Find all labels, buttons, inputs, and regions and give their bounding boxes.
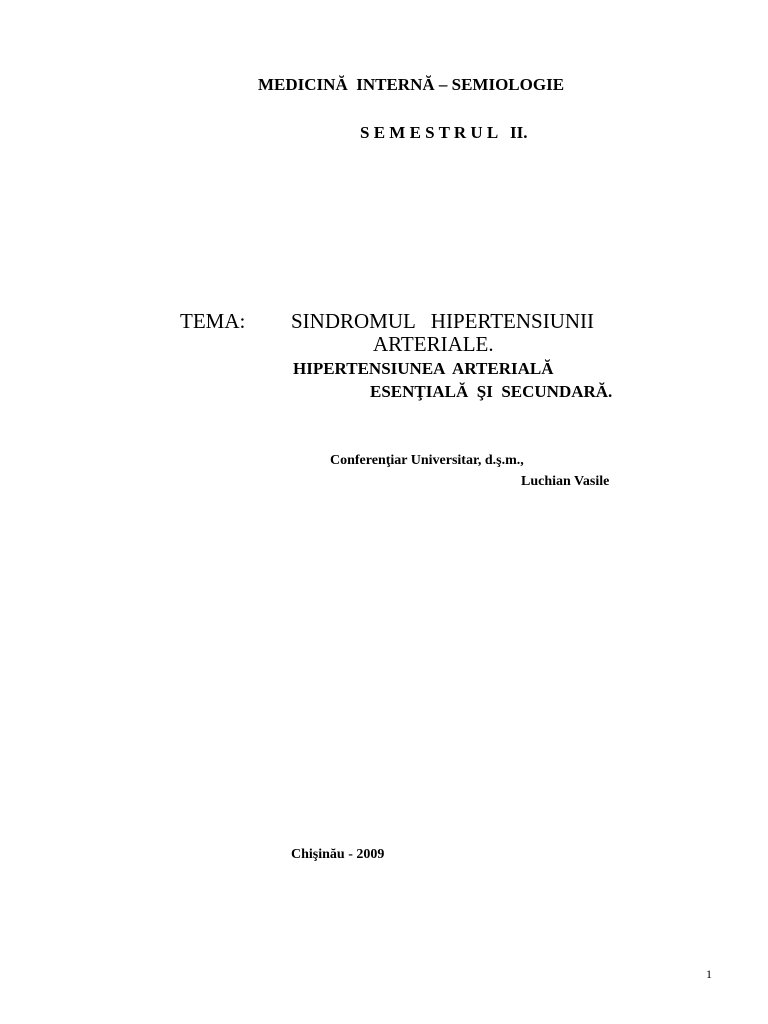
author-name: Luchian Vasile	[521, 474, 610, 489]
author-academic-title: Conferenţiar Universitar, d.ş.m.,	[330, 453, 524, 468]
place-and-year: Chişinău - 2009	[291, 847, 385, 862]
topic-title-line-1: SINDROMUL HIPERTENSIUNII	[291, 309, 595, 333]
topic-subtitle-line-1: HIPERTENSIUNEA ARTERIALĂ	[293, 359, 554, 378]
topic-label: TEMA:	[180, 309, 246, 333]
semester-heading: S E M E S T R U L II.	[360, 123, 528, 142]
topic-title-line-2: ARTERIALE.	[373, 332, 494, 356]
topic-subtitle-line-2: ESENŢIALĂ ŞI SECUNDARĂ.	[370, 382, 613, 401]
page-number: 1	[706, 967, 712, 981]
course-title: MEDICINĂ INTERNĂ – SEMIOLOGIE	[258, 75, 565, 94]
